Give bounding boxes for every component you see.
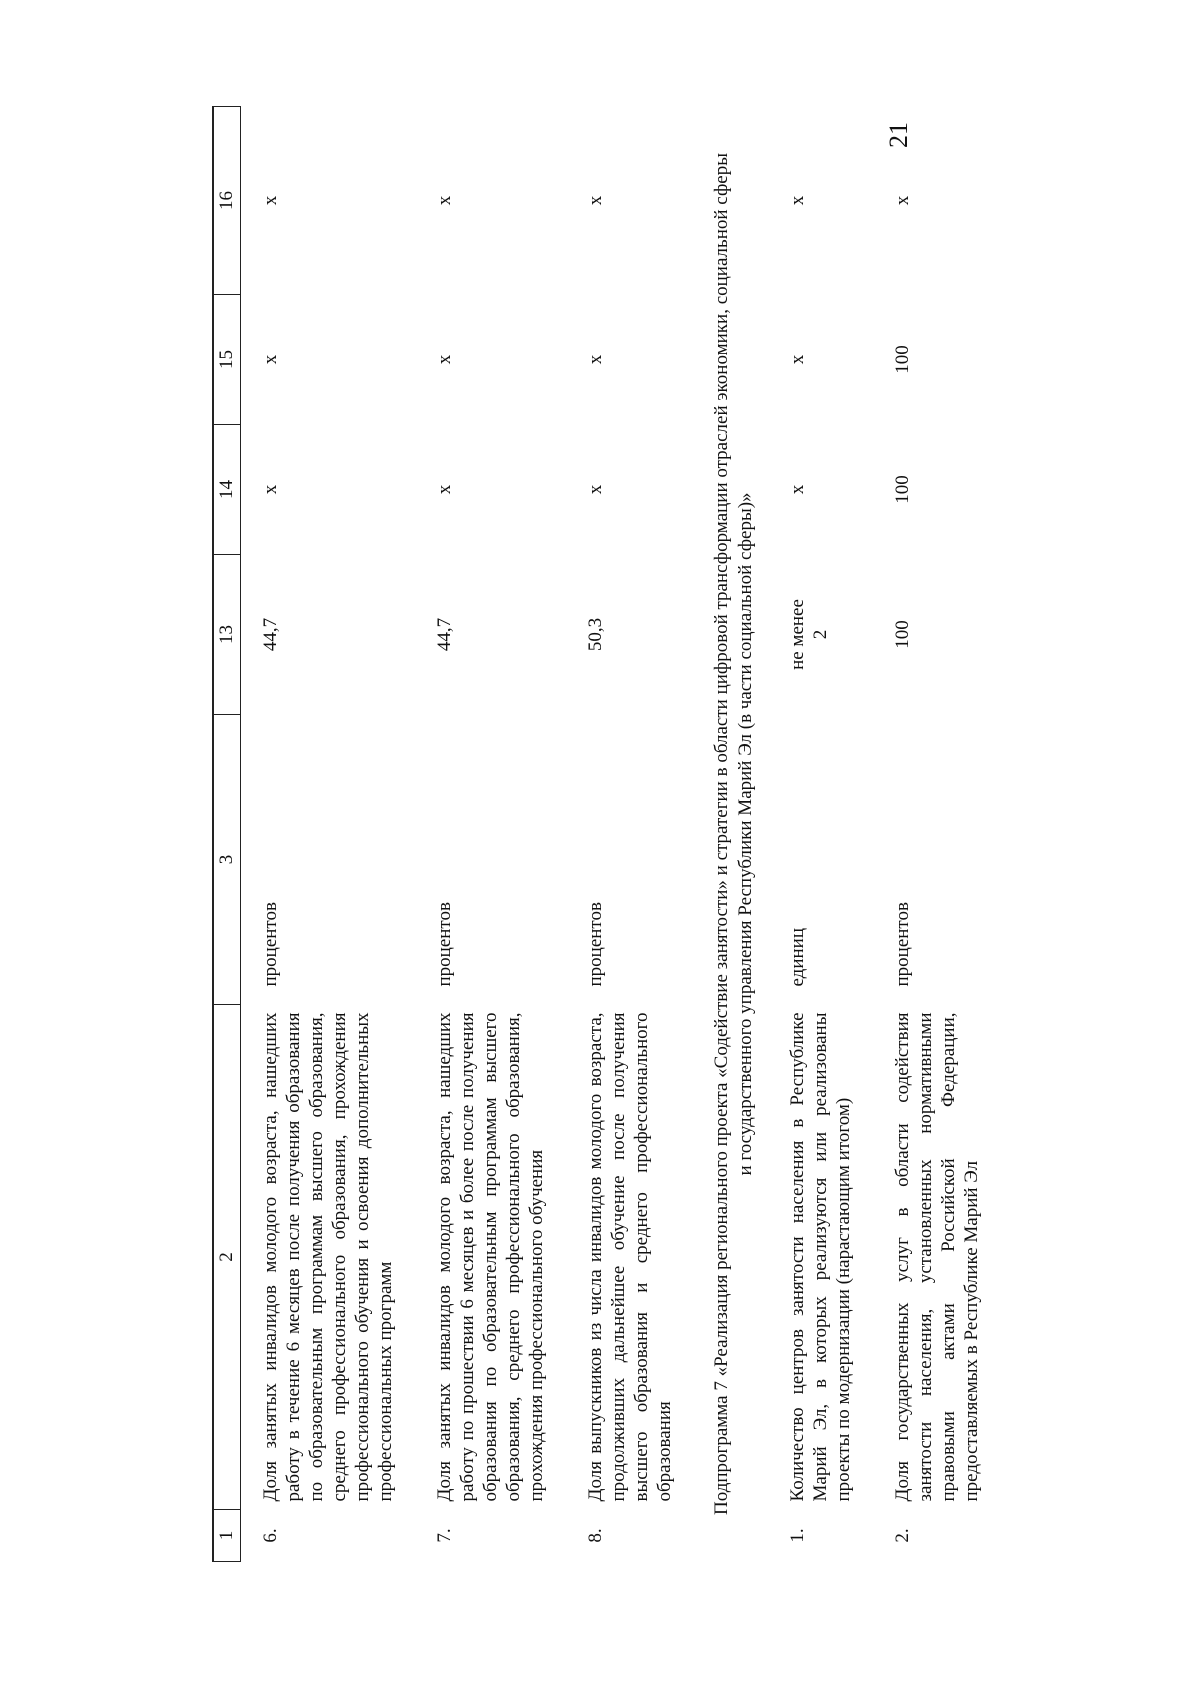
- unit-cell: процентов: [892, 902, 913, 987]
- value-cell-15: х: [434, 354, 455, 365]
- value-cell-14: 100: [892, 475, 913, 504]
- column-header: 13: [213, 555, 241, 715]
- value-cell-13: 44,7: [260, 617, 281, 652]
- value-cell-15: х: [787, 354, 808, 365]
- unit-cell: процентов: [434, 902, 455, 987]
- table-header-row: [213, 107, 241, 1562]
- value-cell-13: 44,7: [434, 617, 455, 652]
- rotated-table-container: [212, 107, 1012, 1562]
- column-header: 2: [213, 1005, 241, 1510]
- value-cell-13: 100: [892, 620, 913, 649]
- table-row: [566, 107, 694, 1562]
- row-number: 7.: [434, 1528, 455, 1543]
- value-cell-16: х: [585, 195, 606, 206]
- table-row: [241, 107, 416, 1562]
- row-number: 2.: [892, 1528, 913, 1543]
- indicator-name: Доля занятых инвалидов молодого возраста, нашедших работу в течение 6 месяцев после получения образования по образовательным программам высшего образования, среднего профессионального образования, прохождения профессионального обучения и освоения дополнительных профессиональных программ: [260, 1012, 396, 1502]
- value-cell-16: х: [892, 195, 913, 206]
- value-cell-14: х: [260, 484, 281, 495]
- indicator-name: Доля занятых инвалидов молодого возраста, нашедших работу по прошествии 6 месяцев и более после получения образования по образовательным программам высшего образования, среднего профессионального образования, прохождения профессионального обучения: [434, 1012, 547, 1502]
- value-cell-14: х: [585, 484, 606, 495]
- subprogram-title: Подпрограмма 7 «Реализация регионального проекта «Содействие занятости» и стратегии в области цифровой трансформации отраслей экономики, социальной сферы и государственного управления Республики Марий Эл (в части социальной сферы)»: [711, 153, 756, 1515]
- column-header: 15: [213, 295, 241, 425]
- value-cell-16: х: [434, 195, 455, 206]
- value-cell-15: 100: [892, 345, 913, 374]
- table-row: [768, 107, 873, 1562]
- page-number: 21: [884, 122, 913, 148]
- table-row: [873, 107, 1001, 1562]
- table-row: [415, 107, 566, 1562]
- indicators-table: [212, 106, 1001, 1562]
- value-cell-13: 50,3: [585, 617, 606, 652]
- subprogram-row: [694, 107, 768, 1562]
- value-cell-15: х: [585, 354, 606, 365]
- column-header: 1: [213, 1510, 241, 1562]
- indicator-name: Количество центров занятости населения в Республике Марий Эл, в которых реализуются или реализованы проекты по модернизации (нарастающим итогом): [787, 1012, 854, 1502]
- column-header: 3: [213, 715, 241, 1005]
- value-cell-16: х: [787, 195, 808, 206]
- value-cell-13: [768, 555, 873, 715]
- indicator-name: Доля выпускников из числа инвалидов молодого возраста, продолживших дальнейшее обучение после получения высшего образования и среднего профессионального образования: [585, 1012, 675, 1502]
- value-number: 2: [810, 629, 831, 640]
- value-cell-15: х: [260, 354, 281, 365]
- unit-cell: процентов: [585, 902, 606, 987]
- value-cell-16: х: [260, 195, 281, 206]
- indicator-name: Доля государственных услуг в области содействия занятости населения, установленных нормативными правовыми актами Российской Федерации, предоставляемых в Республике Марий Эл: [892, 1012, 982, 1502]
- value-prefix: не менее: [787, 599, 808, 670]
- column-header: 14: [213, 425, 241, 555]
- unit-cell: процентов: [260, 902, 281, 987]
- value-cell-14: х: [434, 484, 455, 495]
- value-cell-14: х: [787, 484, 808, 495]
- column-header: 16: [213, 107, 241, 295]
- unit-cell: единиц: [787, 927, 808, 987]
- row-number: 6.: [260, 1528, 281, 1543]
- row-number: 8.: [585, 1528, 606, 1543]
- row-number: 1.: [787, 1528, 808, 1543]
